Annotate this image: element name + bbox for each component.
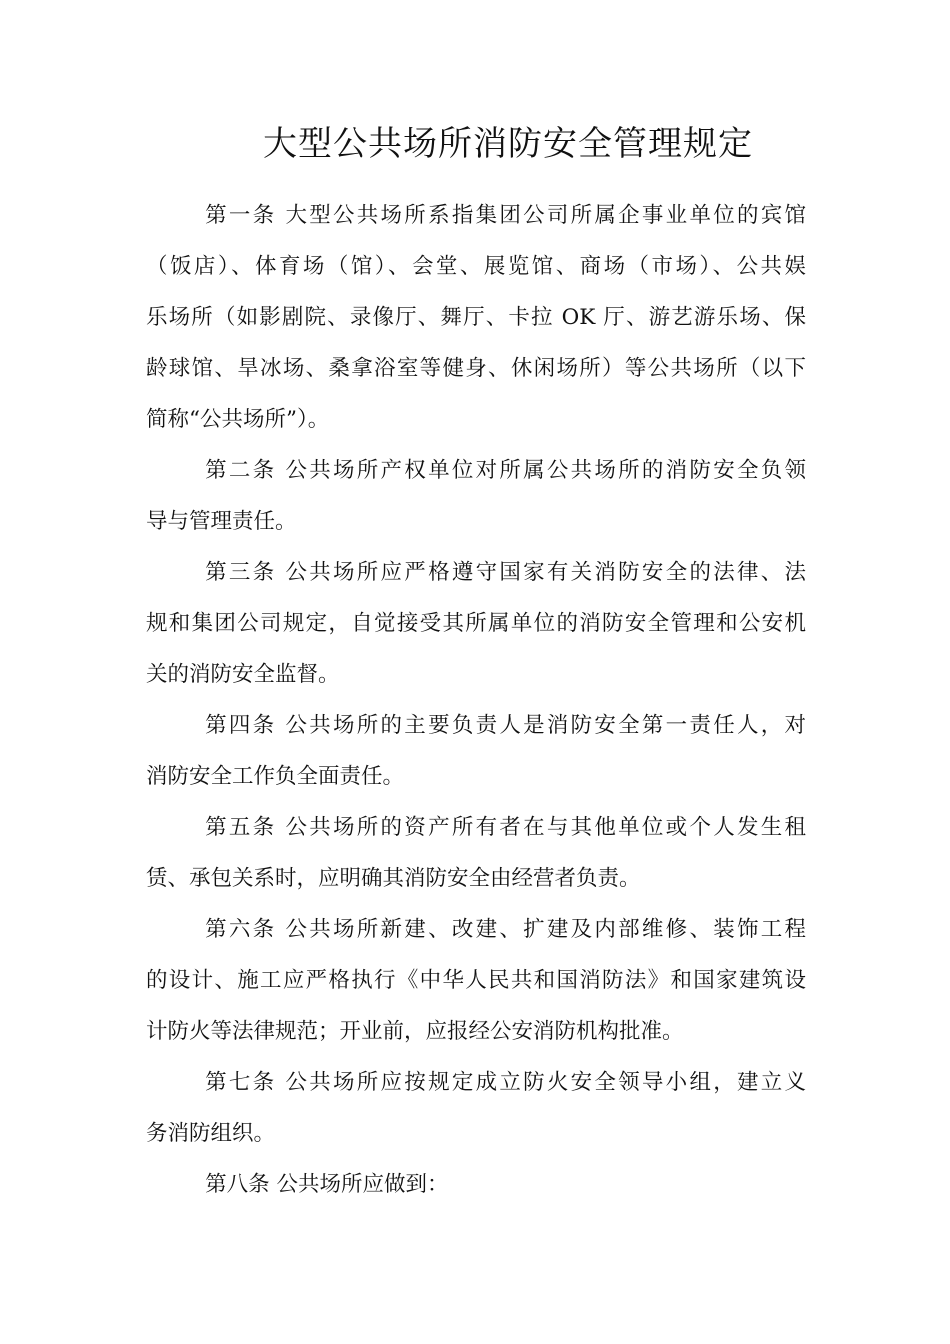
article-2 (146, 445, 806, 547)
text-line: 务消防组织。 (146, 1121, 276, 1146)
document-title: 大型公共场所消防安全管理规定 (263, 124, 753, 164)
text-line: 第五条 公共场所的资产所有者在与其他单位或个人发生租 (205, 815, 806, 840)
document-body (146, 190, 806, 1210)
text-line: 计防火等法律规范；开业前，应报经公安消防机构批准。 (146, 1019, 684, 1044)
text-line: 第八条 公共场所应做到： (205, 1172, 449, 1197)
text-line: 赁、承包关系时，应明确其消防安全由经营者负责。 (146, 866, 641, 891)
text-line: （饭店）、体育场（馆）、会堂、展览馆、商场（市场）、公共娱 (146, 254, 806, 279)
article-4 (146, 700, 806, 802)
text-line: 导与管理责任。 (146, 509, 297, 534)
text-line: 简称“公共场所”）。 (146, 407, 330, 432)
text-line: 规和集团公司规定，自觉接受其所属单位的消防安全管理和公安机 (146, 611, 806, 636)
article-1 (146, 190, 806, 445)
text-line: 第三条 公共场所应严格遵守国家有关消防安全的法律、法 (205, 560, 806, 585)
text-line: 第二条 公共场所产权单位对所属公共场所的消防安全负领 (205, 458, 806, 483)
text-line: 第六条 公共场所新建、改建、扩建及内部维修、装饰工程 (205, 917, 806, 942)
text-line: 的设计、施工应严格执行《中华人民共和国消防法》和国家建筑设 (146, 968, 806, 993)
article-3 (146, 547, 806, 700)
article-8 (146, 1159, 806, 1210)
text-line: 龄球馆、旱冰场、桑拿浴室等健身、休闲场所）等公共场所（以下 (146, 356, 806, 381)
article-7 (146, 1057, 806, 1159)
text-line: 关的消防安全监督。 (146, 662, 340, 687)
text-line: 第七条 公共场所应按规定成立防火安全领导小组，建立义 (205, 1070, 806, 1095)
text-line: 第四条 公共场所的主要负责人是消防安全第一责任人，对 (205, 713, 806, 738)
text-line: 第一条 大型公共场所系指集团公司所属企事业单位的宾馆 (205, 203, 806, 228)
text-line: 乐场所（如影剧院、录像厅、舞厅、卡拉 OK 厅、游艺游乐场、保 (146, 305, 806, 330)
article-6 (146, 904, 806, 1057)
article-5 (146, 802, 806, 904)
text-line: 消防安全工作负全面责任。 (146, 764, 405, 789)
